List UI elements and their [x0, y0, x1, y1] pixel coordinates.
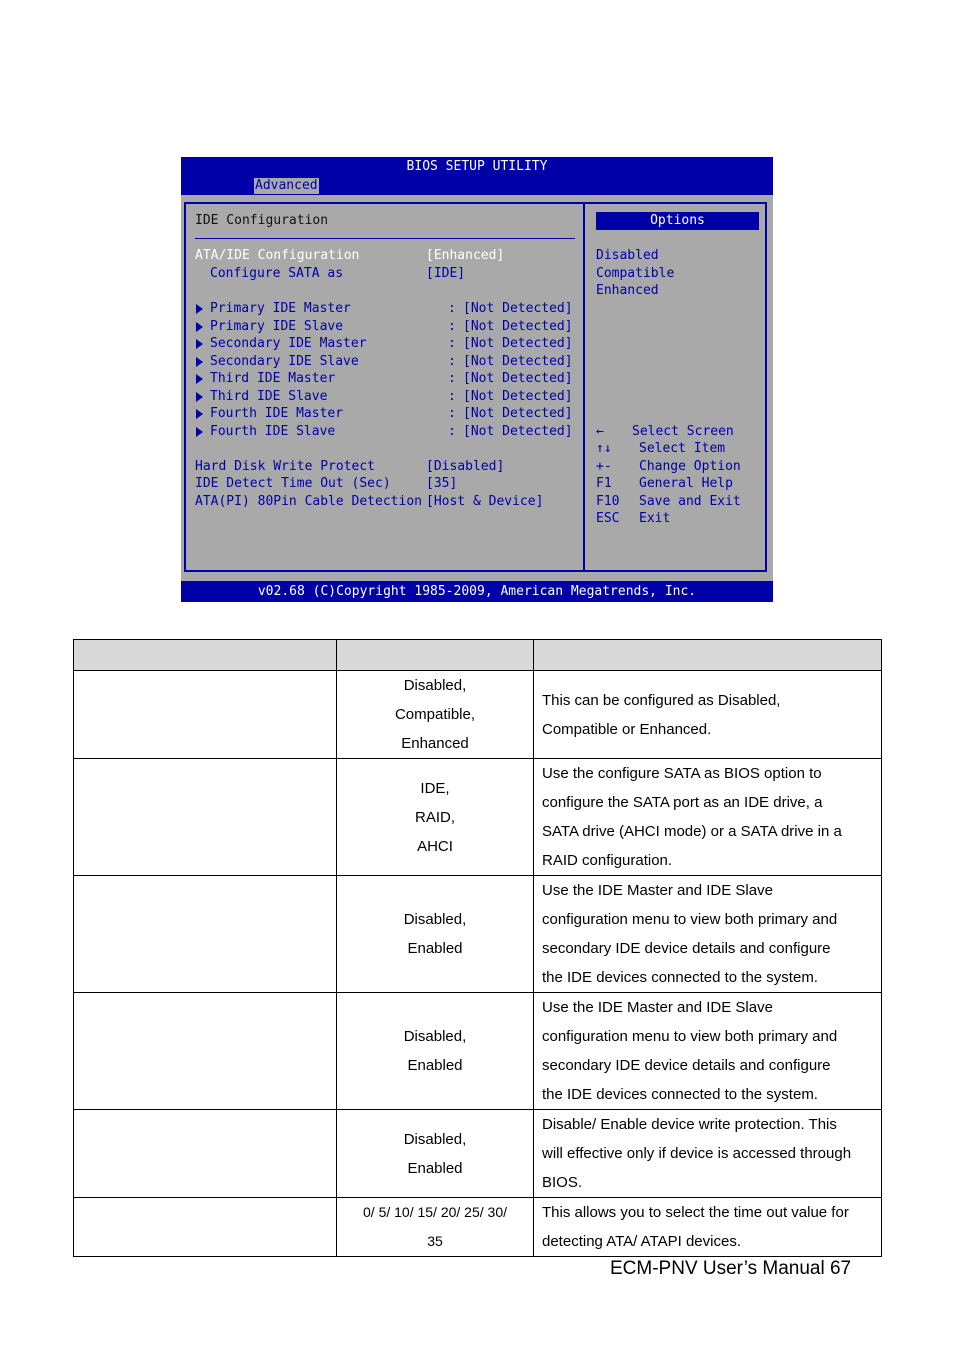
section-title: IDE Configuration: [195, 213, 329, 228]
option-text: Disabled,: [403, 911, 467, 928]
option-text: 0/ 5/ 10/ 15/ 20/ 25/ 30/: [363, 1204, 507, 1220]
description-text: secondary IDE device details and configure: [542, 1057, 831, 1074]
table-cell-item: [74, 759, 337, 876]
table-cell-item: [74, 876, 337, 993]
description-text: RAID configuration.: [542, 852, 673, 869]
help-key: ↑↓: [596, 441, 612, 456]
table-row: [74, 1110, 882, 1198]
setting-timeout-value[interactable]: [35]: [426, 476, 458, 491]
option-text: Enhanced: [401, 735, 469, 752]
setting-sata-label[interactable]: Configure SATA as: [210, 266, 344, 281]
description-text: This can be configured as Disabled,: [542, 691, 781, 709]
help-key: +-: [596, 459, 612, 474]
description-text: the IDE devices connected to the system.: [542, 1086, 818, 1103]
device-sep: :: [448, 371, 456, 386]
option-text: Enabled: [407, 940, 463, 957]
help-text: Change Option: [639, 459, 741, 474]
device-primary-master[interactable]: Primary IDE Master: [210, 301, 351, 316]
page-footer: ECM-PNV User’s Manual 67: [610, 1258, 852, 1279]
description-text: the IDE devices connected to the system.: [542, 969, 818, 986]
device-status: [Not Detected]: [463, 336, 573, 351]
description-text: configuration menu to view both primary and: [542, 911, 838, 928]
submenu-arrow-icon: [196, 427, 203, 437]
device-fourth-slave[interactable]: Fourth IDE Slave: [210, 424, 336, 439]
device-secondary-master[interactable]: Secondary IDE Master: [210, 336, 367, 351]
device-primary-slave[interactable]: Primary IDE Slave: [210, 319, 344, 334]
table-cell-description: [534, 671, 882, 759]
table-cell-item: [74, 1110, 337, 1198]
option-text: RAID,: [414, 808, 455, 826]
setting-sata-value[interactable]: [IDE]: [426, 266, 466, 281]
table-cell-options: [337, 1198, 534, 1257]
help-text: Select Item: [639, 441, 726, 456]
device-third-slave[interactable]: Third IDE Slave: [210, 389, 328, 404]
device-status: [Not Detected]: [463, 371, 573, 386]
bios-menubar: [181, 177, 773, 195]
option-text: IDE,: [420, 779, 450, 797]
bios-divider: [583, 202, 585, 572]
table-cell-options: [337, 1110, 534, 1198]
help-key: ←: [596, 424, 604, 439]
option-text: Disabled,: [403, 677, 467, 694]
table-cell-description: [534, 1110, 882, 1198]
description-text: SATA drive (AHCI mode) or a SATA drive in a: [542, 823, 842, 840]
table-cell-item: [74, 993, 337, 1110]
option-text: Disabled,: [403, 1028, 467, 1045]
table-row: [74, 993, 882, 1110]
help-key: ESC: [596, 511, 620, 526]
description-text: detecting ATA/ ATAPI devices.: [542, 1233, 741, 1250]
device-status: [Not Detected]: [463, 406, 573, 421]
submenu-arrow-icon: [196, 409, 203, 419]
option-text: Enabled: [407, 1159, 463, 1177]
setting-cable-value[interactable]: [Host & Device]: [426, 494, 544, 509]
submenu-arrow-icon: [196, 357, 203, 367]
device-status: [Not Detected]: [463, 389, 573, 404]
table-cell-options: [337, 876, 534, 993]
table-header-row: [74, 640, 882, 671]
options-header: Options: [596, 212, 759, 230]
description-text: will effective only if device is accessed through: [542, 1145, 852, 1162]
setting-cable-label[interactable]: ATA(PI) 80Pin Cable Detection: [195, 494, 422, 509]
device-sep: :: [448, 389, 456, 404]
table-cell-description: [534, 876, 882, 993]
table-cell-options: [337, 671, 534, 759]
device-sep: :: [448, 336, 456, 351]
description-text: configuration menu to view both primary and: [542, 1028, 838, 1045]
device-status: [Not Detected]: [463, 319, 573, 334]
table-row: [74, 1198, 882, 1257]
table-row: [74, 876, 882, 993]
option-text: AHCI: [417, 837, 453, 855]
submenu-arrow-icon: [196, 392, 203, 402]
device-sep: :: [448, 424, 456, 439]
description-text: This allows you to select the time out value for: [542, 1204, 849, 1221]
setting-ata-ide-value[interactable]: [Enhanced]: [426, 248, 505, 263]
device-status: [Not Detected]: [463, 354, 573, 369]
device-sep: :: [448, 406, 456, 421]
table-cell-options: [337, 759, 534, 876]
help-key: F10: [596, 494, 620, 509]
settings-table: [73, 639, 882, 1257]
setting-ata-ide-label[interactable]: ATA/IDE Configuration: [195, 248, 360, 263]
description-text: configure the SATA port as an IDE drive, a: [542, 794, 823, 811]
bios-title: BIOS SETUP UTILITY: [181, 157, 773, 177]
description-text: Use the IDE Master and IDE Slave: [542, 999, 773, 1016]
bios-copyright: v02.68 (C)Copyright 1985-2009, American Megatrends, Inc.: [181, 581, 773, 602]
table-header-cell: [337, 640, 534, 671]
option-text: 35: [427, 1233, 443, 1249]
description-text: secondary IDE device details and configure: [542, 940, 831, 957]
option-item[interactable]: Disabled: [596, 248, 659, 263]
device-sep: :: [448, 301, 456, 316]
option-text: Compatible,: [394, 706, 476, 723]
bios-screenshot: [181, 157, 773, 602]
table-row: [74, 671, 882, 759]
table-row: [74, 759, 882, 876]
submenu-arrow-icon: [196, 339, 203, 349]
setting-write-protect-value[interactable]: [Disabled]: [426, 459, 505, 474]
description-text: BIOS.: [542, 1174, 583, 1191]
option-item[interactable]: Enhanced: [596, 283, 659, 298]
submenu-arrow-icon: [196, 322, 203, 332]
submenu-arrow-icon: [196, 374, 203, 384]
description-text: Compatible or Enhanced.: [542, 720, 712, 738]
help-text: Select Screen: [632, 424, 734, 439]
device-third-master[interactable]: Third IDE Master: [210, 371, 336, 386]
section-divider: [195, 238, 575, 239]
description-text: Disable/ Enable device write protection. This: [542, 1116, 837, 1133]
help-text: General Help: [639, 476, 733, 491]
description-text: Use the IDE Master and IDE Slave: [542, 882, 773, 899]
table-cell-item: [74, 671, 337, 759]
help-text: Exit: [639, 511, 671, 526]
option-text: Disabled,: [403, 1130, 467, 1148]
device-sep: :: [448, 354, 456, 369]
table-cell-item: [74, 1198, 337, 1257]
setting-write-protect-label[interactable]: Hard Disk Write Protect: [195, 459, 376, 474]
submenu-arrow-icon: [196, 304, 203, 314]
tab-advanced[interactable]: Advanced: [255, 178, 318, 193]
option-text: Enabled: [407, 1057, 463, 1074]
device-secondary-slave[interactable]: Secondary IDE Slave: [210, 354, 359, 369]
table-cell-options: [337, 993, 534, 1110]
table-cell-description: [534, 1198, 882, 1257]
help-text: Save and Exit: [639, 494, 741, 509]
table-cell-description: [534, 993, 882, 1110]
table-header-cell: [534, 640, 882, 671]
device-fourth-master[interactable]: Fourth IDE Master: [210, 406, 344, 421]
device-sep: :: [448, 319, 456, 334]
device-status: [Not Detected]: [463, 424, 573, 439]
option-item[interactable]: Compatible: [596, 266, 675, 281]
device-status: [Not Detected]: [463, 301, 573, 316]
help-key: F1: [596, 476, 612, 491]
setting-timeout-label[interactable]: IDE Detect Time Out (Sec): [195, 476, 391, 491]
table-header-cell: [74, 640, 337, 671]
table-cell-description: [534, 759, 882, 876]
description-text: Use the configure SATA as BIOS option to: [542, 765, 822, 782]
